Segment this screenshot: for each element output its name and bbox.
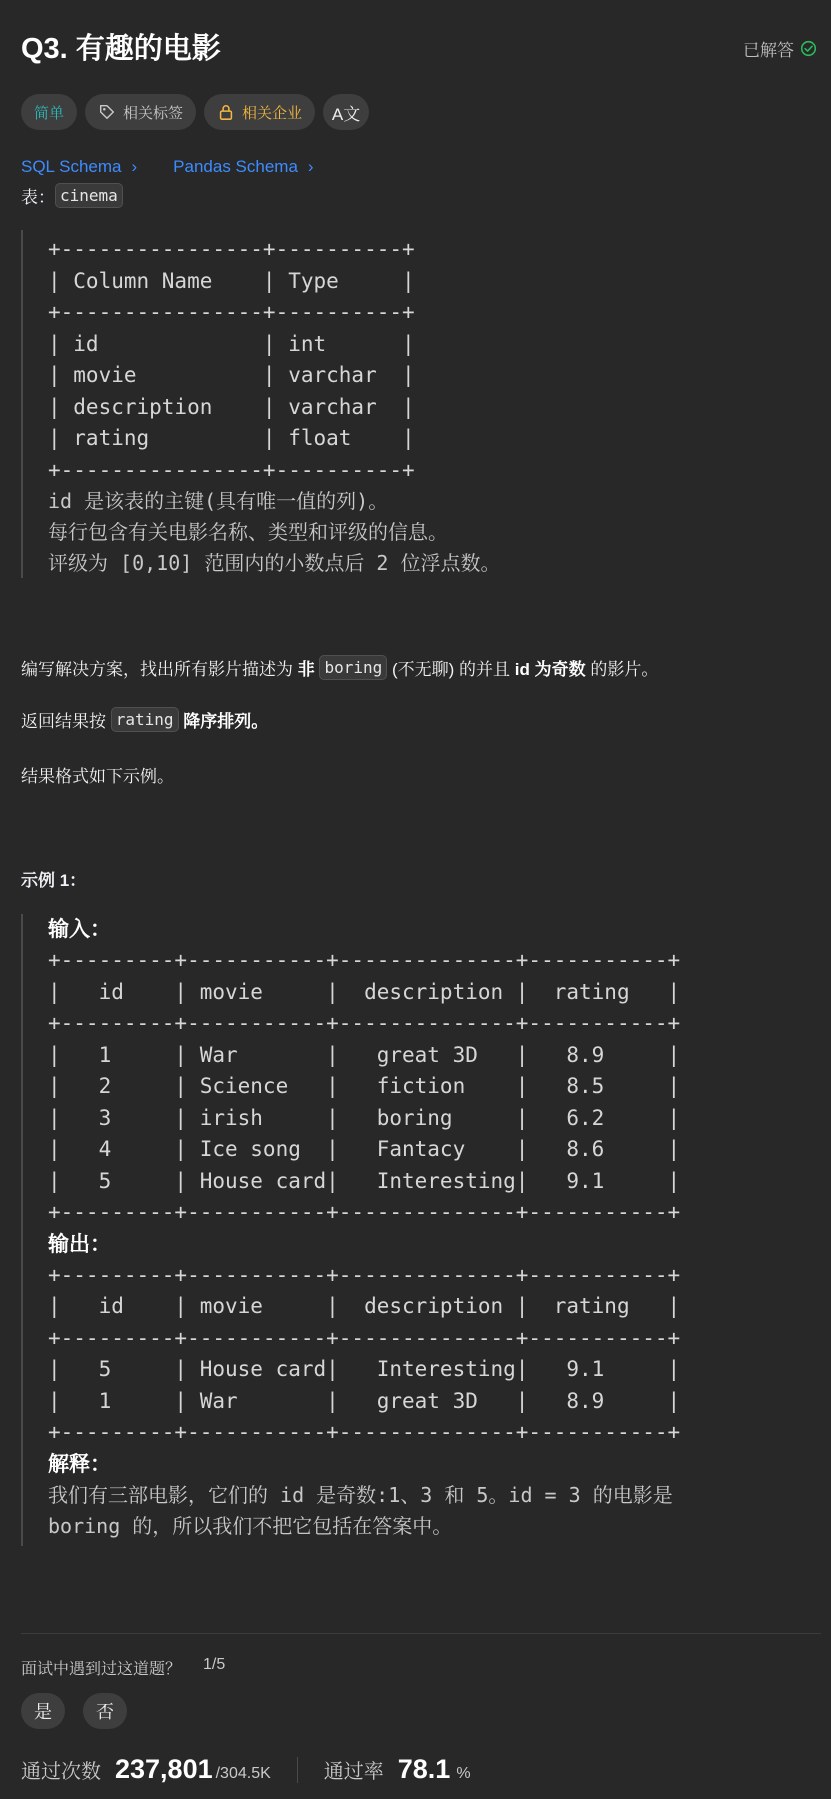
interview-count: 1/5 [203, 1656, 226, 1673]
tag-icon [98, 103, 116, 121]
chevron-right-icon: › [307, 157, 314, 176]
pandas-schema-label: Pandas Schema [173, 157, 298, 176]
related-tags-button[interactable] [85, 94, 196, 130]
output-table: +---------+-----------+--------------+-----------+ | id | movie | description | rating | +---------+-----------+--------------+-----------+ | 5 | House card| Interesting| 9.1 | | 1 | War | great 3D | 8.9 | +---------+-----------+--------------+-----------+ [48, 1262, 681, 1444]
translate-button[interactable] [323, 94, 369, 130]
translate-icon: A文 [331, 104, 361, 124]
schema-notes: id 是该表的主键(具有唯一值的列)。 每行包含有关电影名称、类型和评级的信息。 评级为 [0,10] 范围内的小数点后 2 位浮点数。 [48, 489, 501, 575]
sql-schema-label: SQL Schema [21, 157, 122, 176]
acceptance-rate-unit: % [456, 1765, 471, 1782]
table-name-code: cinema [55, 183, 123, 208]
chevron-right-icon: › [131, 157, 138, 176]
pandas-schema-link[interactable] [173, 157, 313, 177]
submission-count: /304.5K [215, 1765, 271, 1782]
input-table: +---------+-----------+--------------+-----------+ | id | movie | description | rating | +---------+-----------+--------------+-----------+ | 1 | War | great 3D | 8.9 | | 2 | Science | fiction | 8.5 | | 3 | irish | boring | 6.2 | | 4 | Ice song | Fantacy | 8.6 | | 5 | House card| Interesting| 9.1 | +---------+-----------+--------------+-----------+ [48, 948, 681, 1224]
interview-label: 面试中遇到过这道题？ [21, 1661, 182, 1678]
problem-text: 编写解决方案，找出所有影片描述为 [21, 660, 298, 679]
tag-row [21, 94, 369, 130]
problem-emphasis: 非 [297, 660, 315, 679]
schema-links [21, 157, 314, 177]
problem-emphasis: 降序排列。 [178, 712, 269, 731]
solved-status [743, 36, 817, 61]
difficulty-badge[interactable] [21, 94, 77, 130]
explanation-text: 我们有三部电影，它们的 id 是奇数:1、3 和 5。id = 3 的电影是 boring 的，所以我们不把它包括在答案中。 [48, 1482, 673, 1538]
section-divider [21, 1633, 821, 1634]
output-label: 输出： [48, 1232, 111, 1256]
example-heading: 示例 1： [21, 871, 87, 890]
check-circle-icon [800, 40, 817, 57]
table-label: 表： [21, 188, 55, 207]
problem-emphasis: id 为奇数 [514, 660, 586, 679]
acceptance-rate-label: 通过率 [323, 1761, 384, 1783]
no-button[interactable]: 否 [83, 1693, 127, 1729]
accepted-label: 通过次数 [21, 1761, 101, 1783]
interview-answer-buttons [21, 1693, 127, 1729]
problem-line-2 [21, 707, 268, 732]
problem-text: 的影片。 [585, 660, 659, 679]
stats-separator [297, 1757, 298, 1783]
explanation-label: 解释： [48, 1452, 111, 1476]
related-tags-label: 相关标签 [123, 104, 184, 122]
problem-text: (不无聊) 的并且 [387, 660, 515, 679]
yes-button[interactable]: 是 [21, 1693, 65, 1729]
solved-label: 已解答 [743, 41, 794, 60]
difficulty-label: 简单 [34, 104, 65, 122]
problem-title: Q3. 有趣的电影 [21, 33, 221, 65]
table-intro [21, 183, 123, 208]
stats-row [21, 1754, 471, 1785]
schema-table: +----------------+----------+ | Column Name | Type | +----------------+----------+ | id | int | | movie | varchar | | description | varchar | | rating | float | +----------------+----------+ [48, 237, 415, 482]
related-companies-button[interactable] [204, 94, 315, 130]
input-label: 输入： [48, 918, 111, 941]
problem-line-3: 结果格式如下示例。 [21, 767, 174, 786]
interview-question [21, 1656, 225, 1679]
rating-code: rating [111, 707, 179, 732]
schema-block [21, 230, 500, 578]
problem-text: 返回结果按 [21, 712, 111, 731]
acceptance-rate: 78.1 [397, 1754, 451, 1784]
related-companies-label: 相关企业 [242, 104, 303, 122]
example-block [21, 914, 680, 1546]
accepted-count: 237,801 [115, 1754, 213, 1784]
sql-schema-link[interactable] [21, 157, 137, 177]
problem-line-1 [21, 655, 658, 680]
lock-icon [217, 103, 235, 121]
boring-code: boring [319, 655, 387, 680]
